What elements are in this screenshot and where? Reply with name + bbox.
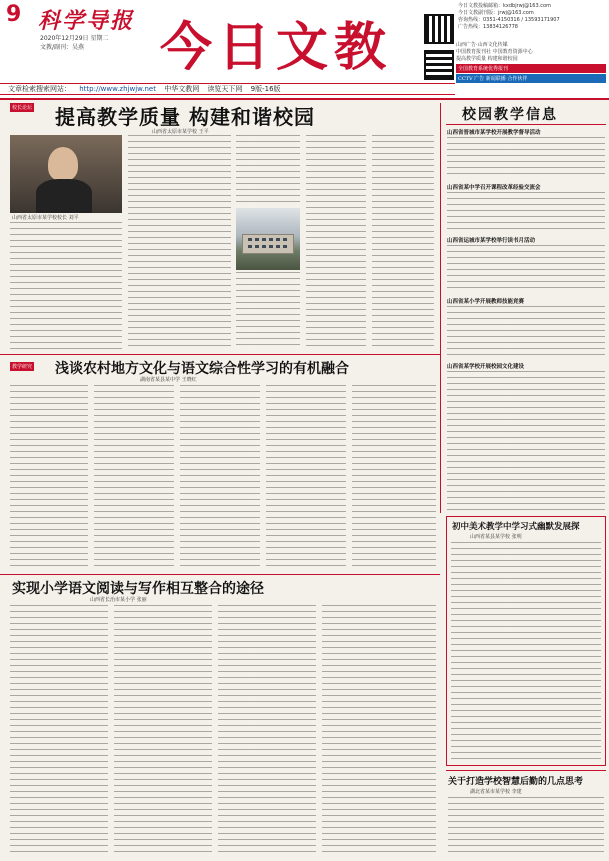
- divider: [446, 124, 606, 125]
- article4-col1: [10, 605, 108, 855]
- sidebar-item[interactable]: 山西省某中学召开课程改革经验交流会: [447, 185, 541, 191]
- contact-line: 广告热线：13834126778: [458, 24, 518, 30]
- masthead-title: 今日文教: [160, 17, 393, 78]
- article4-col2: [114, 605, 212, 855]
- contact-line: 今日文教投稿邮箱：kxdbjrwj@163.com: [458, 3, 551, 9]
- article2-col4: [266, 385, 346, 570]
- article4-col3: [218, 605, 316, 855]
- sidebar-item[interactable]: 山西省运城市某学校举行读书月活动: [447, 238, 536, 244]
- lead-text-col5: [372, 135, 434, 350]
- ad-line: 中国教育报刊社 中国教育资源中心: [456, 49, 533, 55]
- sidebar-text: [447, 371, 605, 513]
- article5-byline: 湖北省某市某学校 李建: [470, 789, 522, 795]
- sidebar-item[interactable]: 山西省某小学开展教师技能竞赛: [447, 299, 525, 305]
- divider: [446, 770, 606, 771]
- ad-line: 山西广告·山西文化传媒: [456, 42, 508, 48]
- article2-col3: [180, 385, 260, 570]
- qr-code-icon: [424, 50, 454, 80]
- sidebar-text: [447, 192, 605, 232]
- article3-title: 初中美术教学中学习式幽默发展探: [452, 522, 580, 532]
- contact-block: [458, 3, 608, 31]
- school-photo: [236, 208, 300, 270]
- article2-col5: [352, 385, 436, 570]
- lead-title: 提高教学质量 构建和谐校园: [55, 105, 315, 129]
- date: 2020年12月29日 星期二: [40, 35, 109, 42]
- divider: [0, 354, 440, 355]
- article2-byline: 湖南省某县某中学 王晓红: [140, 377, 197, 383]
- article2-title: 浅谈农村地方文化与语文综合性学习的有机融合: [55, 361, 349, 377]
- ad-banner-red: 全国教育系统优秀报刊: [456, 64, 606, 73]
- column-separator: [440, 103, 441, 513]
- lead-text-col1: [10, 222, 122, 350]
- sidebar-text: [447, 306, 605, 358]
- article4-title: 实现小学语文阅读与写作相互整合的途径: [12, 581, 264, 597]
- page-number: 9: [6, 2, 22, 27]
- site-name: 中华文教网: [164, 85, 200, 93]
- url-label: 文章检索搜索网站：: [8, 85, 71, 93]
- article3-text: [451, 542, 601, 762]
- lead-text-col3b: [236, 272, 300, 350]
- editor: 文教/副刊：吴燕: [40, 44, 85, 51]
- sidebar-title: 校园教学信息: [462, 107, 558, 123]
- contact-line: 今日文教副刊版：jrwj@163.com: [458, 10, 534, 16]
- lead-text-col2: [128, 135, 231, 350]
- divider: [0, 574, 440, 575]
- section-tag: 校长论坛: [12, 105, 33, 111]
- read-site: 读览天下网: [207, 85, 243, 93]
- section-tag: 教学研究: [12, 364, 33, 370]
- page-range: 9版-16版: [250, 85, 281, 93]
- lead-text-col3: [236, 135, 300, 207]
- article5-text: [448, 797, 604, 855]
- article2-col2: [94, 385, 174, 570]
- sidebar-text: [447, 245, 605, 293]
- divider: [0, 98, 609, 100]
- lead-text-col4: [306, 135, 366, 350]
- ad-banner-blue: CCTV 广告 新闻联播 合作伙伴: [456, 74, 606, 83]
- url-bar: [0, 83, 455, 95]
- lead-byline: 山西省太原市某学校 王平: [152, 129, 209, 135]
- article4-col4: [322, 605, 436, 855]
- contact-line: 咨询热线：0351-4150316 / 13593171907: [458, 17, 560, 23]
- ad-line: 提高教学质量 构建和谐校园: [456, 56, 518, 62]
- principal-photo: [10, 135, 122, 213]
- article2-col1: [10, 385, 88, 570]
- url-link[interactable]: http://www.zhjwjw.net: [79, 85, 156, 93]
- qr-code-icon: [424, 14, 454, 44]
- photo-caption: 山西省太原市某学校校长 刘平: [12, 215, 79, 221]
- sidebar-item[interactable]: 山西省晋城市某学校开展教学督导活动: [447, 130, 541, 136]
- article5-title: 关于打造学校智慧后勤的几点思考: [448, 777, 584, 787]
- article3-byline: 山西省某县某学校 张明: [470, 534, 522, 540]
- date-line: [40, 34, 108, 52]
- sidebar-text: [447, 137, 605, 179]
- article4-byline: 山西省长治市某小学 张丽: [90, 597, 147, 603]
- sidebar-item[interactable]: 山西省某学校开展校园文化建设: [447, 364, 525, 370]
- ad-block: [456, 42, 606, 90]
- paper-name: 科学导报: [38, 8, 135, 34]
